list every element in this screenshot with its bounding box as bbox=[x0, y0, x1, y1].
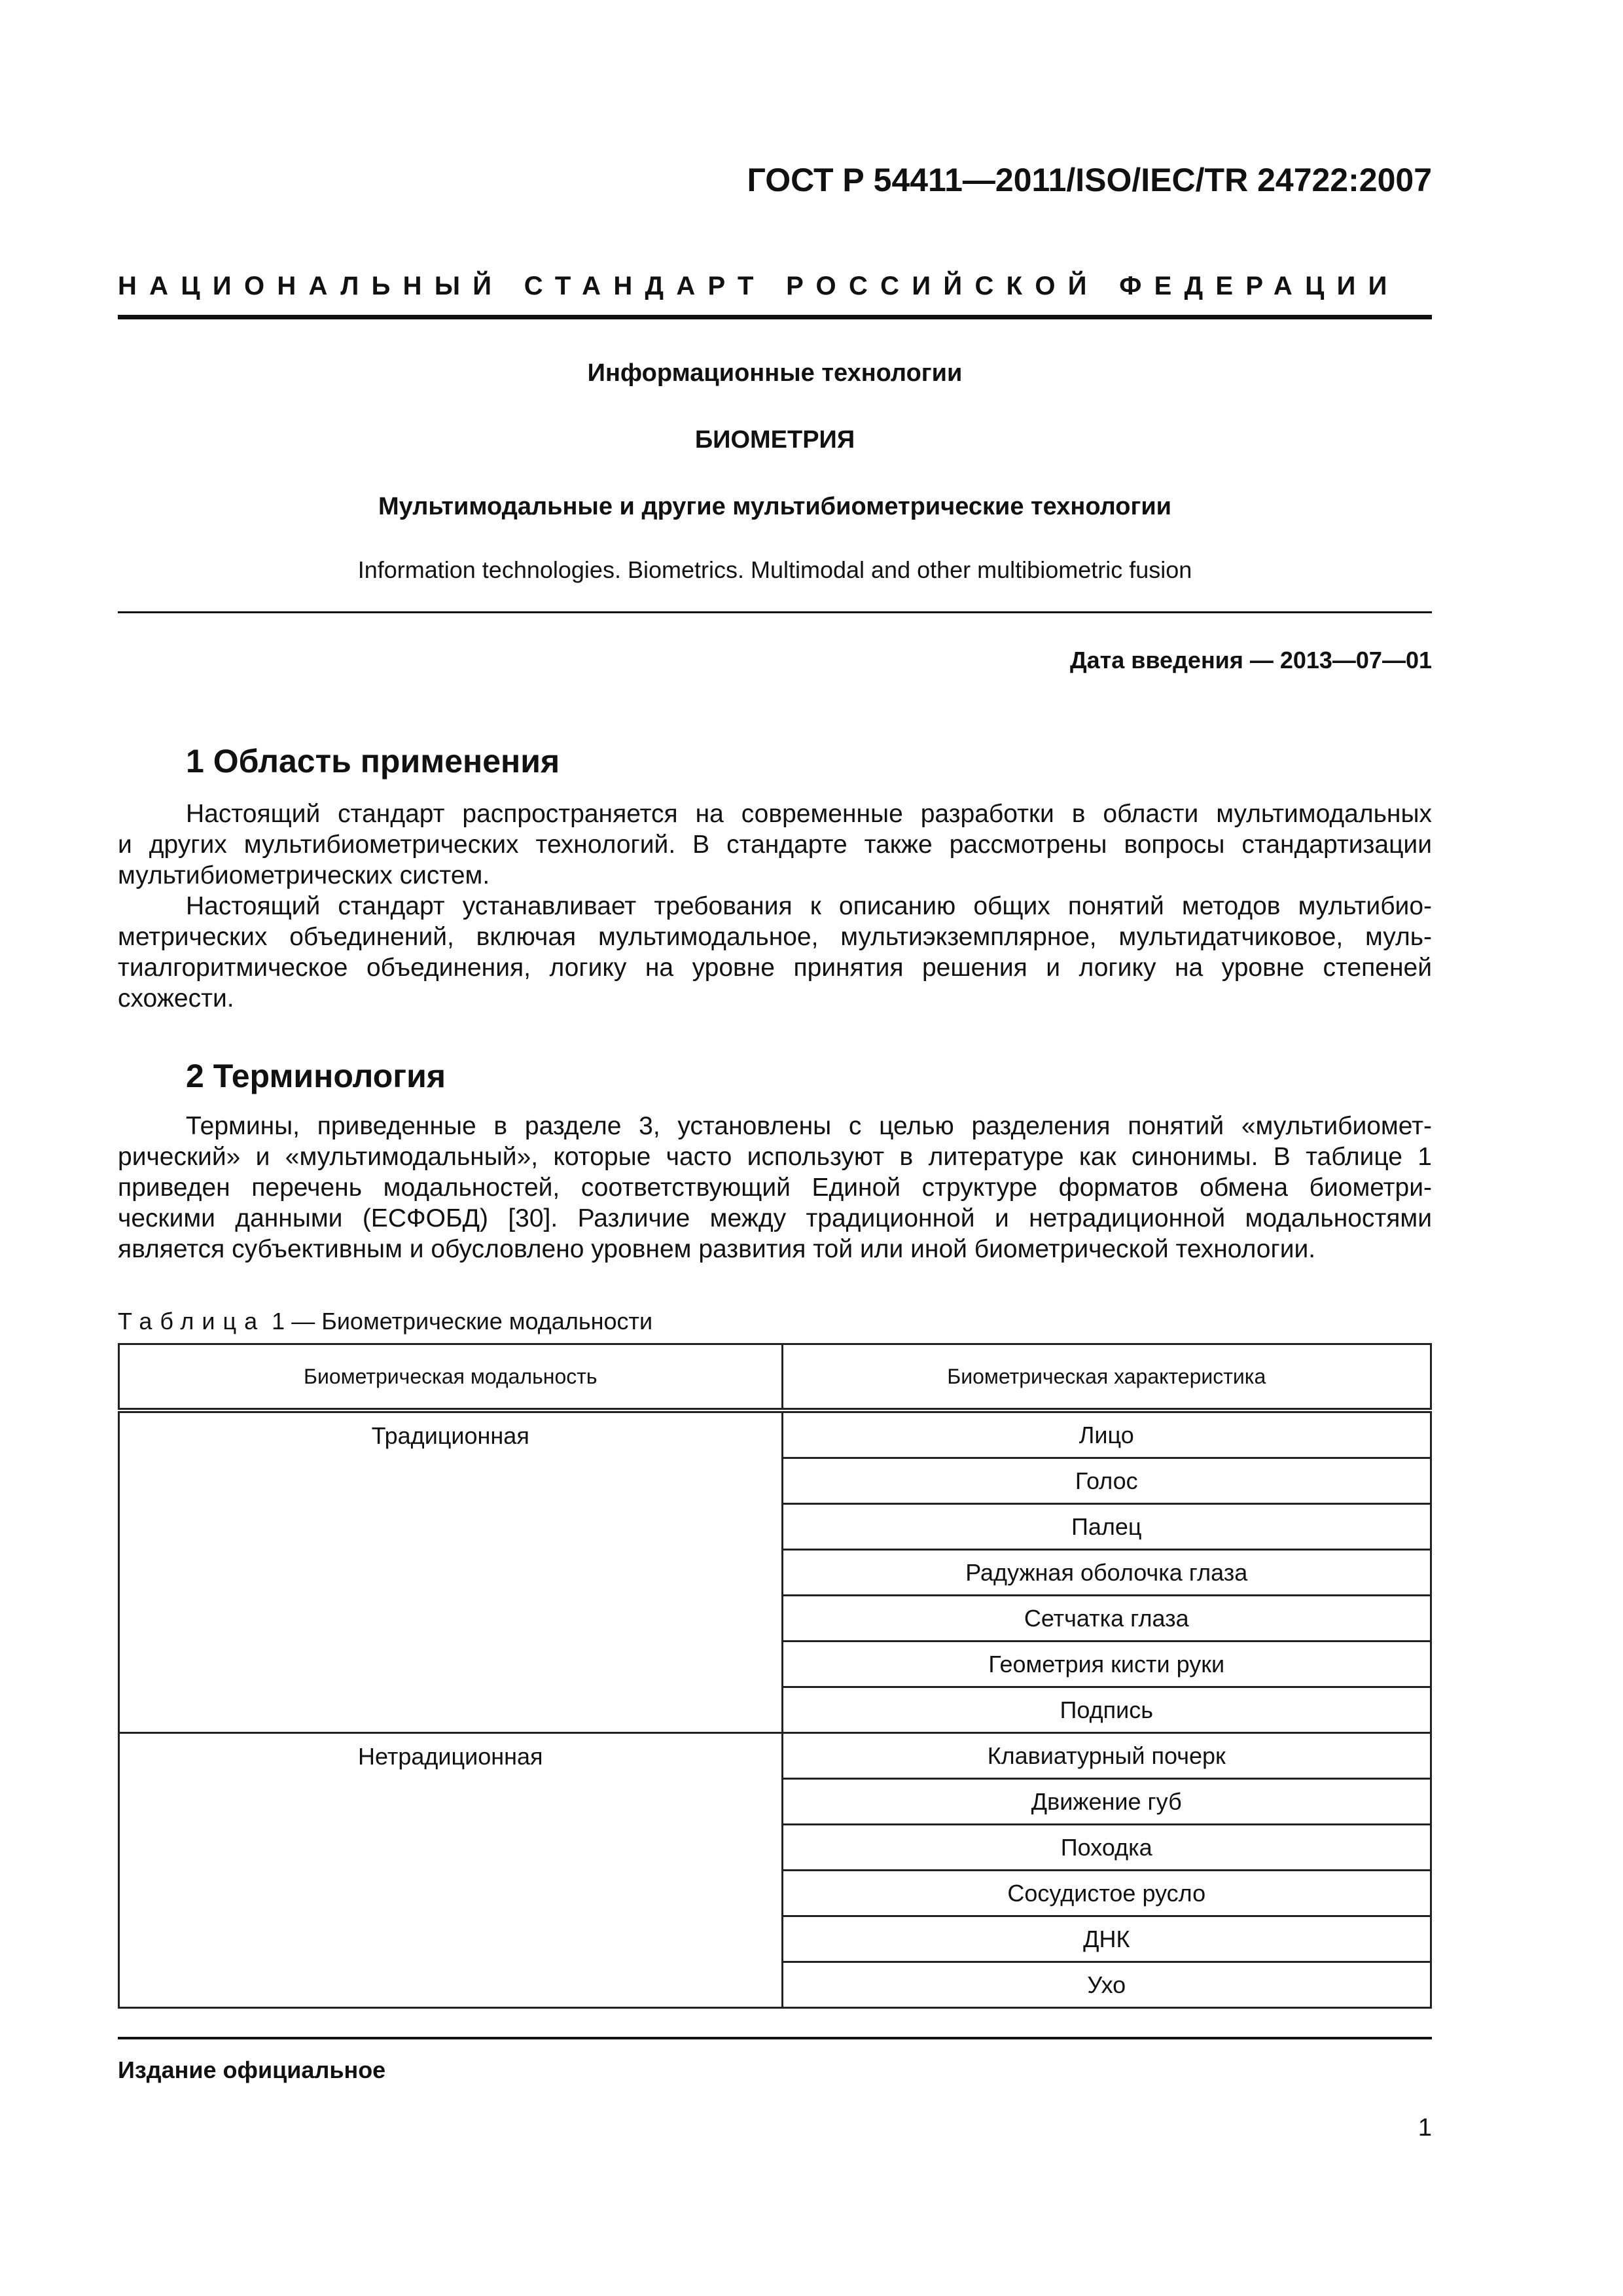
text-line: приведен перечень модальностей, соответствующий Единой структуре форматов обмена биометри- bbox=[118, 1174, 1432, 1202]
table-row bbox=[119, 1733, 1431, 1779]
section-1-paragraph-2 bbox=[118, 891, 1432, 1014]
text-line: Настоящий стандарт устанавливает требования к описанию общих понятий методов мультибио- bbox=[186, 892, 1432, 920]
modality-cell: Нетрадиционная bbox=[119, 1733, 783, 2008]
table-caption-text: 1 — Биометрические модальности bbox=[272, 1308, 653, 1335]
section-1-title: 1 Область применения bbox=[186, 743, 560, 780]
text-line: рический» и «мультимодальный», которые часто используют в литературе как синонимы. В таблице 1 bbox=[118, 1143, 1432, 1171]
document-code: ГОСТ Р 54411—2011/ISO/IEC/TR 24722:2007 bbox=[747, 162, 1432, 198]
characteristic-cell: Походка bbox=[782, 1825, 1431, 1871]
footer-divider bbox=[118, 2037, 1432, 2039]
page-number: 1 bbox=[1418, 2114, 1432, 2142]
characteristic-cell: Подпись bbox=[782, 1687, 1431, 1733]
characteristic-cell: Лицо bbox=[782, 1410, 1431, 1458]
title-biometrics: БИОМЕТРИЯ bbox=[694, 426, 855, 454]
characteristic-cell: Сетчатка глаза bbox=[782, 1596, 1431, 1641]
text-line: мультибиометрических систем. bbox=[118, 861, 490, 889]
characteristic-cell: Геометрия кисти руки bbox=[782, 1641, 1431, 1687]
characteristic-cell: Ухо bbox=[782, 1962, 1431, 2008]
modalities-table bbox=[118, 1343, 1432, 2009]
characteristic-cell: Движение губ bbox=[782, 1779, 1431, 1825]
text-line: является субъективным и обусловлено уровнем развития той или иной биометрической технологии. bbox=[118, 1235, 1316, 1263]
header-divider bbox=[118, 315, 1432, 319]
characteristic-cell: Палец bbox=[782, 1504, 1431, 1550]
text-line: Термины, приведенные в разделе 3, установлены с целью разделения понятий «мультибиомет- bbox=[186, 1112, 1432, 1140]
characteristic-cell: Сосудистое русло bbox=[782, 1871, 1431, 1916]
official-edition-note: Издание официальное bbox=[118, 2056, 386, 2083]
characteristic-cell: ДНК bbox=[782, 1916, 1431, 1962]
characteristic-cell: Радужная оболочка глаза bbox=[782, 1550, 1431, 1596]
characteristic-cell: Голос bbox=[782, 1458, 1431, 1504]
title-english: Information technologies. Biometrics. Multimodal and other multibiometric fusion bbox=[357, 556, 1192, 583]
column-header-characteristic: Биометрическая характеристика bbox=[782, 1344, 1431, 1411]
text-line: метрических объединений, включая мультимодальное, мультиэкземплярное, мультидатчиковое, муль- bbox=[118, 923, 1432, 951]
introduction-date: Дата введения — 2013—07—01 bbox=[1069, 647, 1432, 673]
characteristic-cell: Клавиатурный почерк bbox=[782, 1733, 1431, 1779]
title-divider bbox=[118, 611, 1432, 613]
table-row bbox=[119, 1410, 1431, 1458]
table-caption bbox=[118, 1306, 652, 1336]
table-caption-word: Таблица bbox=[118, 1308, 266, 1335]
text-line: Настоящий стандарт распространяется на современные разработки в области мультимодальных bbox=[186, 800, 1432, 828]
section-1-paragraph-1 bbox=[118, 798, 1432, 891]
text-line: и других мультибиометрических технологий. В стандарте также рассмотрены вопросы стандартизации bbox=[118, 831, 1432, 859]
title-it: Информационные технологии bbox=[587, 359, 963, 387]
modality-cell: Традиционная bbox=[119, 1410, 783, 1733]
column-header-modality: Биометрическая модальность bbox=[119, 1344, 783, 1411]
section-2-paragraph-1 bbox=[118, 1111, 1432, 1265]
text-line: схожести. bbox=[118, 984, 234, 1013]
title-multimodal: Мультимодальные и другие мультибиометрические технологии bbox=[378, 493, 1172, 520]
table-header-row bbox=[119, 1344, 1431, 1411]
text-line: ческими данными (ЕСФОБД) [30]. Различие между традиционной и нетрадиционной модальностями bbox=[118, 1204, 1432, 1232]
section-2-title: 2 Терминология bbox=[186, 1058, 446, 1094]
national-standard-banner: НАЦИОНАЛЬНЫЙ СТАНДАРТ РОССИЙСКОЙ ФЕДЕРАЦИИ bbox=[118, 272, 1400, 300]
text-line: тиалгоритмическое объединения, логику на уровне принятия решения и логику на уровне степеней bbox=[118, 954, 1432, 982]
